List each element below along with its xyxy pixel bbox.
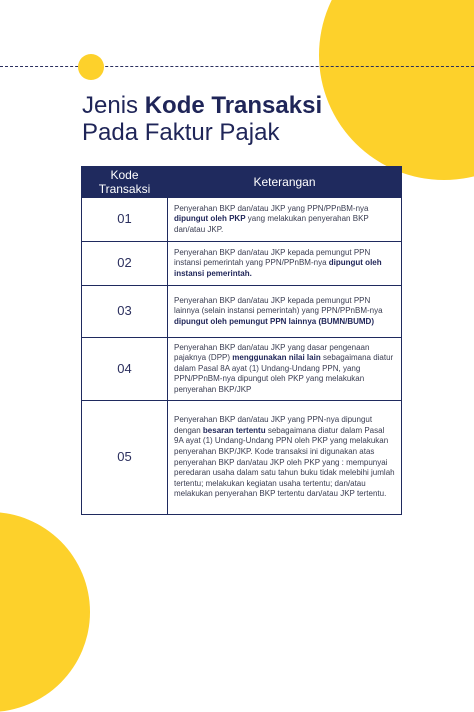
row-code: 03 bbox=[82, 286, 168, 338]
desc-text: yang melakukan penyerahan BKP dan/atau JKP. bbox=[174, 214, 369, 234]
desc-text: Penyerahan BKP dan/atau JKP kepada pemungut PPN instansi pemerintah yang PPN/PPnBM-nya bbox=[174, 247, 371, 268]
desc-emphasis: besaran tertentu bbox=[202, 425, 266, 435]
table-row bbox=[82, 198, 402, 242]
row-description bbox=[168, 242, 402, 286]
table-header-row bbox=[82, 167, 402, 198]
desc-emphasis: dipungut oleh instansi pemerintah. bbox=[174, 258, 382, 278]
page-title bbox=[82, 92, 322, 146]
desc-text: Penyerahan BKP dan/atau JKP yang PPN/PPnBM-nya bbox=[174, 203, 369, 213]
row-code: 04 bbox=[82, 338, 168, 401]
row-description bbox=[168, 286, 402, 338]
desc-emphasis: dipungut oleh pemungut PPN lainnya (BUMN/BUMD) bbox=[174, 316, 374, 326]
table-row bbox=[82, 401, 402, 515]
row-code: 01 bbox=[82, 198, 168, 242]
dashed-divider bbox=[0, 66, 474, 67]
row-description bbox=[168, 401, 402, 515]
desc-text: Penyerahan BKP dan/atau JKP yang dasar pengenaan pajaknya (DPP) bbox=[174, 342, 370, 363]
row-code: 02 bbox=[82, 242, 168, 286]
decorative-circle-small bbox=[78, 54, 104, 80]
row-description bbox=[168, 338, 402, 401]
row-code: 05 bbox=[82, 401, 168, 515]
title-light: Jenis bbox=[82, 92, 145, 119]
decorative-circle-bottom-left bbox=[0, 512, 90, 712]
header-description: Keterangan bbox=[168, 167, 402, 198]
desc-emphasis: menggunakan nilai lain bbox=[232, 353, 321, 363]
desc-emphasis: dipungut oleh PKP bbox=[174, 214, 246, 224]
decorative-circle-top-right bbox=[319, 0, 474, 180]
row-description bbox=[168, 198, 402, 242]
desc-text: sebagaimana diatur dalam Pasal 8A ayat (1) Undang-Undang PPN, yang PPN/PPnBM-nya dipungut oleh PKP yang melakukan penyerahan BKP/JKP bbox=[174, 353, 394, 394]
title-subtitle: Pada Faktur Pajak bbox=[82, 119, 280, 146]
desc-text: sebagaimana diatur dalam Pasal 9A ayat (1) Undang-Undang PPN oleh PKP yang melakukan penyerahan BKP/JKP. Kode transaksi ini digunakan atas penyerahan BKP dan/atau JKP oleh PKP yang : mempunyai peredaran usaha dalam satu tahun buku tidak melebihi jumlah tertentu; melakukan kegiatan usaha tertentu; dan/atau melakukan penyerahan BKP tertentu dan/atau JKP tertentu. bbox=[174, 425, 395, 499]
desc-text: Penyerahan BKP dan/atau JKP yang PPN-nya dipungut dengan bbox=[174, 415, 373, 435]
title-bold: Kode Transaksi bbox=[144, 92, 323, 119]
table-row bbox=[82, 286, 402, 338]
header-code: Kode Transaksi bbox=[82, 167, 168, 198]
table-row bbox=[82, 242, 402, 286]
table-row bbox=[82, 338, 402, 401]
transaction-code-table bbox=[81, 166, 402, 515]
desc-text: Penyerahan BKP dan/atau JKP kepada pemungut PPN lainnya (selain instansi pemerintah) yang PPN/PPnBM-nya bbox=[174, 295, 383, 316]
